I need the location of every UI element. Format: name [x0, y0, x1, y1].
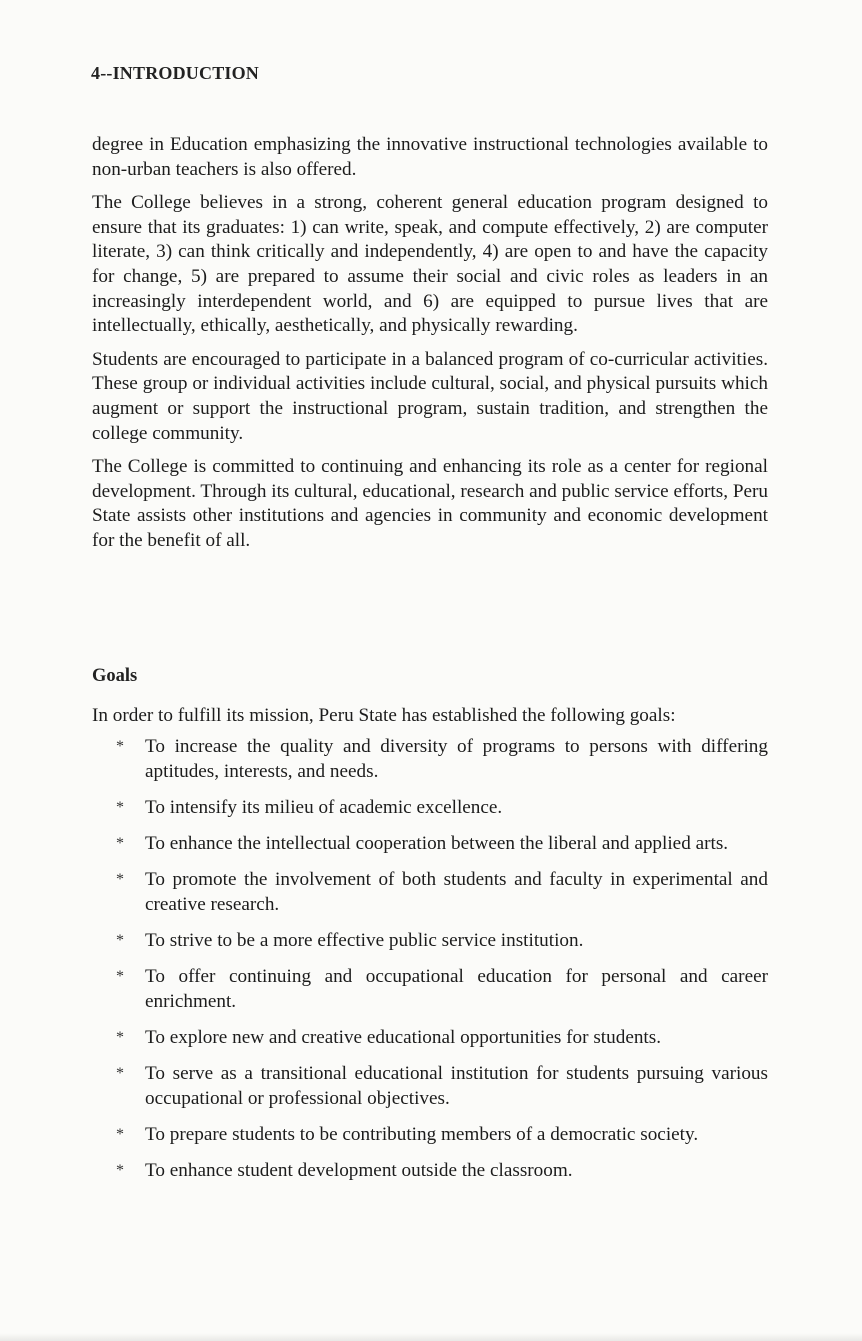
list-item — [92, 1159, 768, 1184]
goal-text: To enhance student development outside the classroom. — [145, 1160, 573, 1182]
asterisk-bullet-icon: * — [116, 738, 124, 755]
page-edge-shadow — [0, 1333, 862, 1341]
list-item — [92, 929, 768, 954]
paragraph-regional-development: The College is committed to continuing and enhancing its role as a center for regional development. Through its cultural, educational, research and public service efforts, Peru State assists other institutions and agencies in community and economic development for the benefit of all. — [92, 456, 768, 551]
goal-text: To explore new and creative educational opportunities for students. — [145, 1026, 662, 1048]
goal-text: To intensify its milieu of academic excellence. — [145, 796, 503, 818]
asterisk-bullet-icon: * — [116, 968, 124, 986]
asterisk-bullet-icon: * — [116, 931, 124, 949]
goal-text: To serve as a transitional educational institution for students pursuing various occupational or professional objectives. — [145, 1063, 768, 1109]
list-item — [92, 965, 768, 1014]
paragraph-general-education: The College believes in a strong, coherent general education program designed to ensure that its graduates: 1) can write, speak, and compute effectively, 2) are computer literate, 3) can think critically and independently, 4) are open to and have the capacity for change, 5) are prepared to assume their social and civic roles as leaders in an increasingly interdependent world, and 6) are equipped to pursue lives that are intellectually, ethically, aesthetically, and physically rewarding. — [92, 192, 768, 337]
goal-text: To offer continuing and occupational education for personal and career enrichment. — [145, 966, 768, 1012]
list-item — [92, 1026, 768, 1051]
mission-text — [92, 133, 768, 563]
paragraph-degree-continuation: degree in Education emphasizing the innovative instructional technologies available to non-urban teachers is also offered. — [92, 134, 768, 180]
asterisk-bullet-icon: * — [116, 1065, 124, 1083]
list-item — [92, 868, 768, 917]
goal-text: To prepare students to be contributing members of a democratic society. — [145, 1123, 699, 1145]
list-item — [92, 796, 768, 821]
list-item — [92, 832, 768, 857]
goals-heading: Goals — [92, 666, 138, 686]
asterisk-bullet-icon: * — [116, 798, 124, 816]
list-item — [92, 735, 768, 784]
asterisk-bullet-icon: * — [116, 871, 124, 889]
goal-text: To increase the quality and diversity of programs to persons with differing aptitudes, interests, and needs. — [145, 736, 768, 782]
goal-text: To enhance the intellectual cooperation between the liberal and applied arts. — [145, 832, 729, 854]
running-head: 4--INTRODUCTION — [91, 63, 260, 83]
goals-intro: In order to fulfill its mission, Peru State has established the following goals: — [92, 705, 676, 726]
asterisk-bullet-icon: * — [116, 1162, 124, 1180]
paragraph-co-curricular: Students are encouraged to participate in a balanced program of co-curricular activities. These group or individual activities include cultural, social, and physical pursuits which augment or support the instructional program, sustain tradition, and strengthen the college community. — [92, 348, 768, 444]
asterisk-bullet-icon: * — [116, 1028, 124, 1046]
goals-list — [92, 735, 768, 1195]
list-item — [92, 1123, 768, 1148]
asterisk-bullet-icon: * — [116, 834, 124, 852]
asterisk-bullet-icon: * — [116, 1125, 124, 1143]
goal-text: To promote the involvement of both students and faculty in experimental and creative research. — [145, 869, 768, 915]
list-item — [92, 1062, 768, 1111]
goal-text: To strive to be a more effective public service institution. — [145, 929, 584, 951]
